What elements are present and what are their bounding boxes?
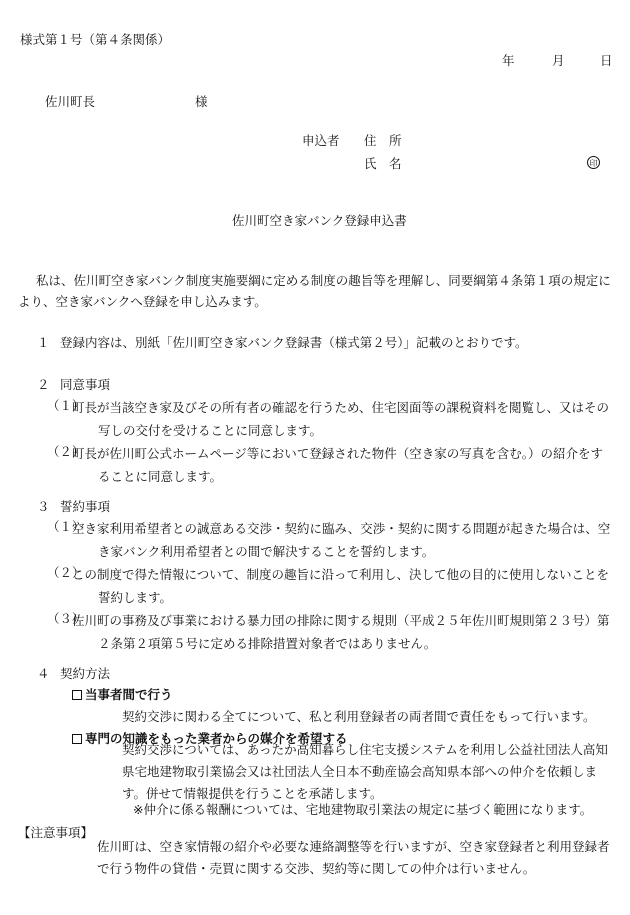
date-day: 日: [600, 53, 613, 68]
document-title: 佐川町空き家バンク登録申込書: [232, 213, 407, 228]
date-month: 月: [552, 53, 565, 68]
address-label: 住 所: [364, 133, 402, 148]
recipient-name: 佐川町長: [45, 94, 96, 109]
section-1-number: １: [37, 335, 50, 350]
intro-paragraph: 私は、佐川町空き家バンク制度実施要綱に定める制度の趣旨等を理解し、同要綱第４条第１項の規定により、空き家バンクへ登録を申し込みます。: [18, 273, 611, 309]
option-1-label: 当事者間で行う: [85, 687, 173, 702]
option-1-checkbox-row[interactable]: [72, 685, 173, 703]
recipient-honorific: 様: [195, 94, 208, 109]
section-4-heading: 契約方法: [60, 666, 111, 681]
section-2-item-2-text: 町長が佐川町公式ホームページ等において登録された物件（空き家の写真を含む。）の紹介をすることに同意します。: [72, 446, 604, 484]
section-3-item-1-number: （１）: [47, 519, 85, 534]
applicant-label: 申込者: [302, 133, 340, 148]
option-2-label: 専門の知識をもった業者からの媒介を希望する: [85, 731, 348, 746]
seal-mark: 印: [587, 156, 600, 169]
section-2-number: ２: [37, 377, 50, 392]
form-number: 様式第１号（第４条関係）: [20, 32, 171, 47]
section-3-heading: 誓約事項: [60, 499, 111, 514]
option-1-description: 契約交渉に関わる全てについて、私と利用登録者の両者間で責任をもって行います。: [122, 709, 596, 724]
option-1-checkbox[interactable]: [72, 690, 82, 700]
name-label: 氏 名: [364, 156, 402, 171]
section-2-item-1-text: 町長が当該空き家及びその所有者の確認を行うため、住宅図面等の課税資料を閲覧し、又はその写しの交付を受けることに同意します。: [72, 400, 610, 438]
section-3-item-3-number: （３）: [47, 611, 85, 626]
notes-text: 佐川町は、空き家情報の紹介や必要な連絡調整等を行いますが、空き家登録者と利用登録者で行う物件の貸借・売買に関する交渉、契約等に関しての仲介は行いません。: [97, 839, 610, 876]
section-4-number: ４: [37, 666, 50, 681]
section-1-text: 登録内容は、別紙「佐川町空き家バンク登録書（様式第２号）」記載のとおりです。: [60, 335, 528, 350]
section-3-item-2-text: この制度で得た情報について、制度の趣旨に沿って利用し、決して他の目的に使用しないことを誓約します。: [72, 567, 610, 605]
option-2-checkbox[interactable]: [72, 734, 82, 744]
section-3-item-3-text: 佐川町の事務及び事業における暴力団の排除に関する規則（平成２５年佐川町規則第２３号）第２条第２項第５号に定める排除措置対象者ではありません。: [72, 613, 610, 651]
section-2-item-1-number: （１）: [47, 398, 85, 413]
notes-heading: 【注意事項】: [18, 825, 94, 840]
section-3-item-1-text: 空き家利用希望者との誠意ある交渉・契約に臨み、交渉・契約に関する問題が起きた場合は、空き家バンク利用希望者との間で解決することを誓約します。: [72, 521, 611, 559]
section-2-heading: 同意事項: [60, 377, 111, 392]
section-2-item-2-number: （２）: [47, 444, 85, 459]
option-2-note: ※仲介に係る報酬については、宅地建物取引業法の規定に基づく範囲になります。: [133, 802, 593, 817]
section-3-item-2-number: （２）: [47, 565, 85, 580]
option-2-description: 契約交渉については、あったか高知暮らし住宅支援システムを利用し公益社団法人高知県宅地建物取引業協会又は社団法人全日本不動産協会高知県本部への仲介を依頼します。併せて情報提供を行うことを承諾します。: [122, 742, 608, 801]
date-year: 年: [502, 53, 515, 68]
section-3-number: ３: [37, 499, 50, 514]
